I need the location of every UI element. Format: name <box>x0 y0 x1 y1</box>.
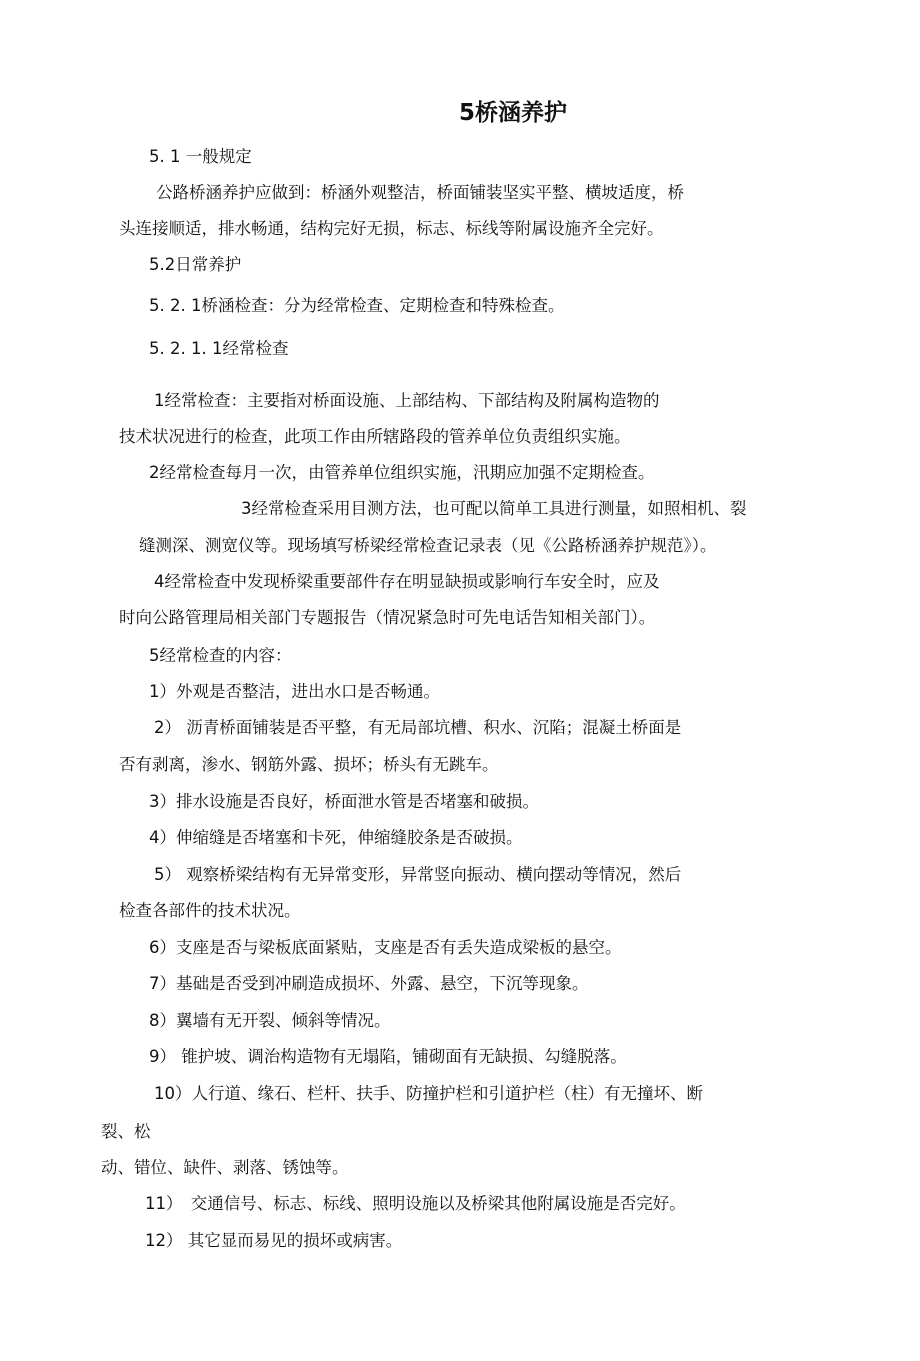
text-line: 动、错位、缺件、剥落、锈蚀等。 <box>101 1158 349 1177</box>
text-line: 3）排水设施是否良好，桥面泄水管是否堵塞和破损。 <box>149 792 539 811</box>
text-line: 否有剥离，渗水、钢筋外露、损坏；桥头有无跳车。 <box>119 755 499 774</box>
text-line: 2） 沥青桥面铺装是否平整，有无局部坑槽、积水、沉陷；混凝土桥面是 <box>154 718 682 737</box>
text-line: 检查各部件的技术状况。 <box>119 901 301 920</box>
text-line: 5. 1 一般规定 <box>149 147 252 166</box>
text-line: 5. 2. 1桥涵检查：分为经常检查、定期检查和特殊检查。 <box>149 296 565 315</box>
text-line: 7）基础是否受到冲刷造成损坏、外露、悬空，下沉等现象。 <box>149 974 589 993</box>
text-line: 4）伸缩缝是否堵塞和卡死，伸缩缝胶条是否破损。 <box>149 828 523 847</box>
text-line: 1经常检查：主要指对桥面设施、上部结构、下部结构及附属构造物的 <box>154 391 660 410</box>
text-line: 10）人行道、缘石、栏杆、扶手、防撞护栏和引道护栏（柱）有无撞坏、断 <box>154 1084 703 1103</box>
text-line: 5） 观察桥梁结构有无异常变形，异常竖向振动、横向摆动等情况，然后 <box>154 865 682 884</box>
text-line: 5.2日常养护 <box>149 255 242 274</box>
text-line: 3经常检查采用目测方法，也可配以简单工具进行测量，如照相机、裂 <box>241 499 747 518</box>
text-line: 技术状况进行的检查，此项工作由所辖路段的管养单位负责组织实施。 <box>119 427 631 446</box>
text-line: 5经常检查的内容： <box>149 646 292 665</box>
text-line: 公路桥涵养护应做到：桥涵外观整洁，桥面铺装坚实平整、横坡适度，桥 <box>156 183 684 202</box>
text-line: 2经常检查每月一次，由管养单位组织实施，汛期应加强不定期检查。 <box>149 463 655 482</box>
text-line: 缝测深、测宽仪等。现场填写桥梁经常检查记录表（见《公路桥涵养护规范》）。 <box>139 536 717 555</box>
text-line: 11） 交通信号、标志、标线、照明设施以及桥梁其他附属设施是否完好。 <box>145 1194 686 1213</box>
text-line: 8）翼墙有无开裂、倾斜等情况。 <box>149 1011 391 1030</box>
text-line: 头连接顺适，排水畅通，结构完好无损，标志、标线等附属设施齐全完好。 <box>119 219 664 238</box>
text-line: 12） 其它显而易见的损坏或病害。 <box>145 1231 403 1250</box>
text-line: 5. 2. 1. 1经常检查 <box>149 339 289 358</box>
text-line: 9） 锥护坡、调治构造物有无塌陷，铺砌面有无缺损、勾缝脱落。 <box>149 1047 627 1066</box>
text-line: 6）支座是否与梁板底面紧贴，支座是否有丢失造成梁板的悬空。 <box>149 938 622 957</box>
text-line: 时向公路管理局相关部门专题报告（情况紧急时可先电话告知相关部门）。 <box>119 608 656 627</box>
text-line: 1）外观是否整洁，进出水口是否畅通。 <box>149 682 440 701</box>
document-title: 5桥涵养护 <box>459 100 568 126</box>
text-line: 裂、松 <box>101 1122 151 1141</box>
text-line: 4经常检查中发现桥梁重要部件存在明显缺损或影响行车安全时，应及 <box>154 572 660 591</box>
